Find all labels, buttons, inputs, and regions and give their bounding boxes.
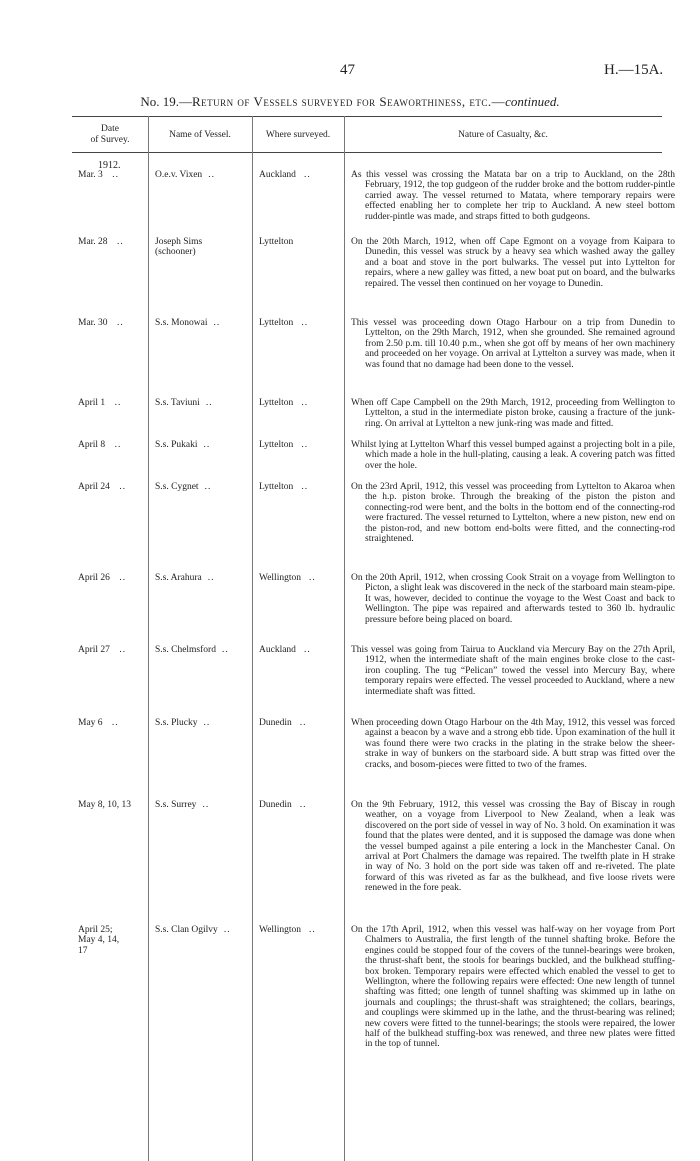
cell-vessel: S.s. Plucky .. bbox=[155, 718, 211, 728]
header-bottom-rule bbox=[72, 152, 662, 153]
cell-place: Wellington .. bbox=[259, 925, 316, 935]
title-prefix: No. 19.— bbox=[140, 94, 193, 109]
leader-dots: .. bbox=[115, 573, 127, 583]
leader-dots: .. bbox=[111, 440, 122, 450]
leader-dots: .. bbox=[203, 718, 211, 728]
leader-dots: .. bbox=[301, 440, 309, 450]
cell-place: Wellington .. bbox=[259, 573, 316, 583]
cell-date: May 8, 10, 13 bbox=[78, 800, 132, 810]
leader-dots: .. bbox=[207, 573, 215, 583]
cell-vessel: S.s. Surrey .. bbox=[155, 800, 210, 810]
cell-date: April 24 .. bbox=[78, 482, 127, 492]
cell-date: April 25; May 4, 14, 17 bbox=[78, 925, 120, 956]
cell-vessel: S.s. Taviuni .. bbox=[155, 398, 213, 408]
leader-dots: .. bbox=[299, 800, 307, 810]
cell-place: Lyttelton bbox=[259, 237, 294, 247]
leader-dots: .. bbox=[202, 800, 210, 810]
cell-nature: This vessel was going from Tairua to Auckland via Mercury Bay on the 27th April, 1912, when the intermediate shaft of the main engines broke close to the cast-iron coupling. The tug “Pelican” towed the vessel into Mercury Bay, where temporary repairs were effected. The vessel proceeded to Auckland, where a new intermediate shaft was fitted. bbox=[351, 645, 675, 697]
column-divider bbox=[252, 116, 253, 1161]
cell-nature: On the 20th March, 1912, when off Cape Egmont on a voyage from Kaipara to Dunedin, this vessel was struck by a heavy sea which washed away the galley and a boat and stove in the port bulwarks. The vessel put into Lyttelton for repairs, where a new galley was fitted, a new boat put on board, and the bulwarks repaired. The vessel then continued on her voyage to Dunedin. bbox=[351, 237, 675, 289]
cell-place: Lyttelton .. bbox=[259, 482, 309, 492]
cell-nature: On the 17th April, 1912, when this vessel was half-way on her voyage from Port Chalmers to Australia, the first length of the tunnel shafting broke. Before the engines could be stopped four of the covers of the tunnel-bearings were broken, the thrust-shaft bent, the stools for bearings buckled, and the bulkhead stuffing-box broken. Temporary repairs were effected which enabled the vessel to get to Wellington, where the following repairs were effected: One new length of tunnel shafting was fitted; one length of tunnel shafting was skimmed up in lathe on journals and couplings; the thrust-shaft was straightened; the collars, bearings, and couplings were skimmed up in the lathe, and the thrust-bearing was relined; new covers were fitted to the tunnel-bearings; the stools were repaired, the lower half of the bulkhead stuffing-box was renewed, and three new plates were fitted in the top of tunnel. bbox=[351, 925, 675, 1050]
cell-vessel: S.s. Cygnet .. bbox=[155, 482, 212, 492]
cell-date: Mar. 28 .. bbox=[78, 237, 124, 247]
cell-date: May 6 .. bbox=[78, 718, 119, 728]
cell-nature: Whilst lying at Lyttelton Wharf this vessel bumped against a projecting bolt in a pile, which made a hole in the hull-plating, causing a leak. A covering patch was fitted over the hole. bbox=[351, 440, 675, 471]
cell-date: April 26 .. bbox=[78, 573, 127, 583]
leader-dots: .. bbox=[301, 398, 309, 408]
cell-place: Dunedin .. bbox=[259, 718, 307, 728]
cell-place: Lyttelton .. bbox=[259, 318, 309, 328]
leader-dots: .. bbox=[113, 237, 124, 247]
leader-dots: .. bbox=[115, 645, 127, 655]
column-divider bbox=[344, 116, 345, 1161]
cell-nature: On the 9th February, 1912, this vessel was crossing the Bay of Biscay in rough weather, on a voyage from Liverpool to New Zealand, when a leak was discovered on the port side of vessel in way of No. 3 hold. On examination it was found that the plates were dented, and it is supposed the damage was done when the vessel bumped against a pile entering a lock in the Manchester Canal. On arrival at Port Chalmers the damage was repaired. The twelfth plate in H strake in way of No. 3 hold on the port side was taken off and re-riveted. The plate forward of this was riveted as far as the bulkhead, and five loose rivets were renewed in the fore peak. bbox=[351, 800, 675, 894]
leader-dots: .. bbox=[108, 170, 119, 180]
document-code: H.—15A. bbox=[604, 62, 664, 78]
table-title bbox=[0, 94, 700, 110]
title-main: Return of Vessels surveyed for Seaworthiness, etc.— bbox=[192, 94, 506, 109]
leader-dots: .. bbox=[203, 440, 211, 450]
leader-dots: .. bbox=[221, 645, 229, 655]
cell-nature: When off Cape Campbell on the 29th March, 1912, proceeding from Wellington to Lyttelton, a stud in the intermediate piston broke, causing a fracture of the junk-ring. On arrival at Lyttelton a new junk-ring was made and fitted. bbox=[351, 398, 675, 429]
title-suffix: continued. bbox=[505, 94, 560, 109]
page-number: 47 bbox=[340, 62, 355, 78]
leader-dots: .. bbox=[108, 718, 119, 728]
leader-dots: .. bbox=[208, 170, 215, 180]
leader-dots: .. bbox=[303, 645, 311, 655]
cell-nature: On the 23rd April, 1912, this vessel was proceeding from Lyttelton to Akaroa when the h.p. piston broke. Through the breaking of the piston the piston and connecting-rod were bent, and the bolts in the bottom end of the connecting-rod were fractured. The vessel returned to Lyttelton, where a new piston, new end on the piston-rod, and new bottom end-bolts were fitted, and the connecting-rod straightened. bbox=[351, 482, 675, 545]
leader-dots: .. bbox=[204, 482, 212, 492]
leader-dots: .. bbox=[308, 925, 316, 935]
cell-vessel: S.s. Monowai .. bbox=[155, 318, 221, 328]
cell-place: Auckland .. bbox=[259, 170, 311, 180]
col-header-date: Date of Survey. bbox=[90, 124, 130, 145]
year-label: 1912. bbox=[98, 160, 121, 171]
cell-nature: This vessel was proceeding down Otago Harbour on a trip from Dunedin to Lyttelton, on the 29th March, 1912, when she grounded. She remained aground from 2.50 p.m. till 10.40 p.m., when she got off by means of her own machinery and proceeded on her voyage. On arrival at Lyttelton a survey was made, when it was found that no damage had been done to the vessel. bbox=[351, 318, 675, 370]
cell-nature: As this vessel was crossing the Matata bar on a trip to Auckland, on the 28th February, 1912, the top gudgeon of the rudder broke and the bottom rudder-pintle carried away. The vessel returned to Matata, where temporary repairs were effected enabling her to complete her trip to Auckland. A new steel bottom rudder-pintle was made, and straps fitted to both gudgeons. bbox=[351, 170, 675, 222]
leader-dots: .. bbox=[301, 482, 309, 492]
leader-dots: .. bbox=[111, 398, 122, 408]
cell-vessel: S.s. Arahura .. bbox=[155, 573, 215, 583]
leader-dots: .. bbox=[223, 925, 231, 935]
leader-dots: .. bbox=[205, 398, 213, 408]
cell-date: April 1 .. bbox=[78, 398, 122, 408]
cell-vessel: O.e.v. Vixen .. bbox=[155, 170, 215, 180]
leader-dots: .. bbox=[115, 482, 127, 492]
cell-vessel: S.s. Clan Ogilvy .. bbox=[155, 925, 231, 935]
header-top-rule bbox=[72, 116, 662, 117]
cell-nature: When proceeding down Otago Harbour on the 4th May, 1912, this vessel was forced against a beacon by a wave and a strong ebb tide. Upon examination of the hull it was found there were two cracks in the plating in the strake below the sheer-strake in way of bunkers on the starboard side. A butt strap was fitted over the cracks, and bosom-pieces were fitted to two of the frames. bbox=[351, 718, 675, 770]
col-header-place: Where surveyed. bbox=[265, 129, 331, 140]
leader-dots: .. bbox=[308, 573, 316, 583]
cell-place: Auckland .. bbox=[259, 645, 311, 655]
leader-dots: .. bbox=[301, 318, 309, 328]
col-header-nature: Nature of Casualty, &c. bbox=[458, 129, 548, 140]
cell-vessel: S.s. Chelmsford .. bbox=[155, 645, 229, 655]
cell-date: Mar. 30 .. bbox=[78, 318, 124, 328]
leader-dots: .. bbox=[213, 318, 221, 328]
cell-vessel: Joseph Sims (schooner) bbox=[155, 237, 203, 258]
leader-dots: .. bbox=[303, 170, 311, 180]
column-divider bbox=[148, 116, 149, 1161]
cell-place: Dunedin .. bbox=[259, 800, 307, 810]
cell-place: Lyttelton .. bbox=[259, 440, 309, 450]
cell-place: Lyttelton .. bbox=[259, 398, 309, 408]
cell-date: April 8 .. bbox=[78, 440, 122, 450]
leader-dots: .. bbox=[299, 718, 307, 728]
col-header-vessel: Name of Vessel. bbox=[169, 129, 231, 140]
leader-dots: .. bbox=[113, 318, 124, 328]
cell-date: Mar. 3 .. bbox=[78, 170, 119, 180]
cell-nature: On the 20th April, 1912, when crossing Cook Strait on a voyage from Wellington to Picton, a slight leak was discovered in the neck of the starboard main steam-pipe. It was, however, decided to continue the voyage to the West Coast and back to Wellington. The pipe was repaired and afterwards tested to 360 lb. hydraulic pressure before being placed on board. bbox=[351, 573, 675, 625]
cell-date: April 27 .. bbox=[78, 645, 127, 655]
cell-vessel: S.s. Pukaki .. bbox=[155, 440, 211, 450]
